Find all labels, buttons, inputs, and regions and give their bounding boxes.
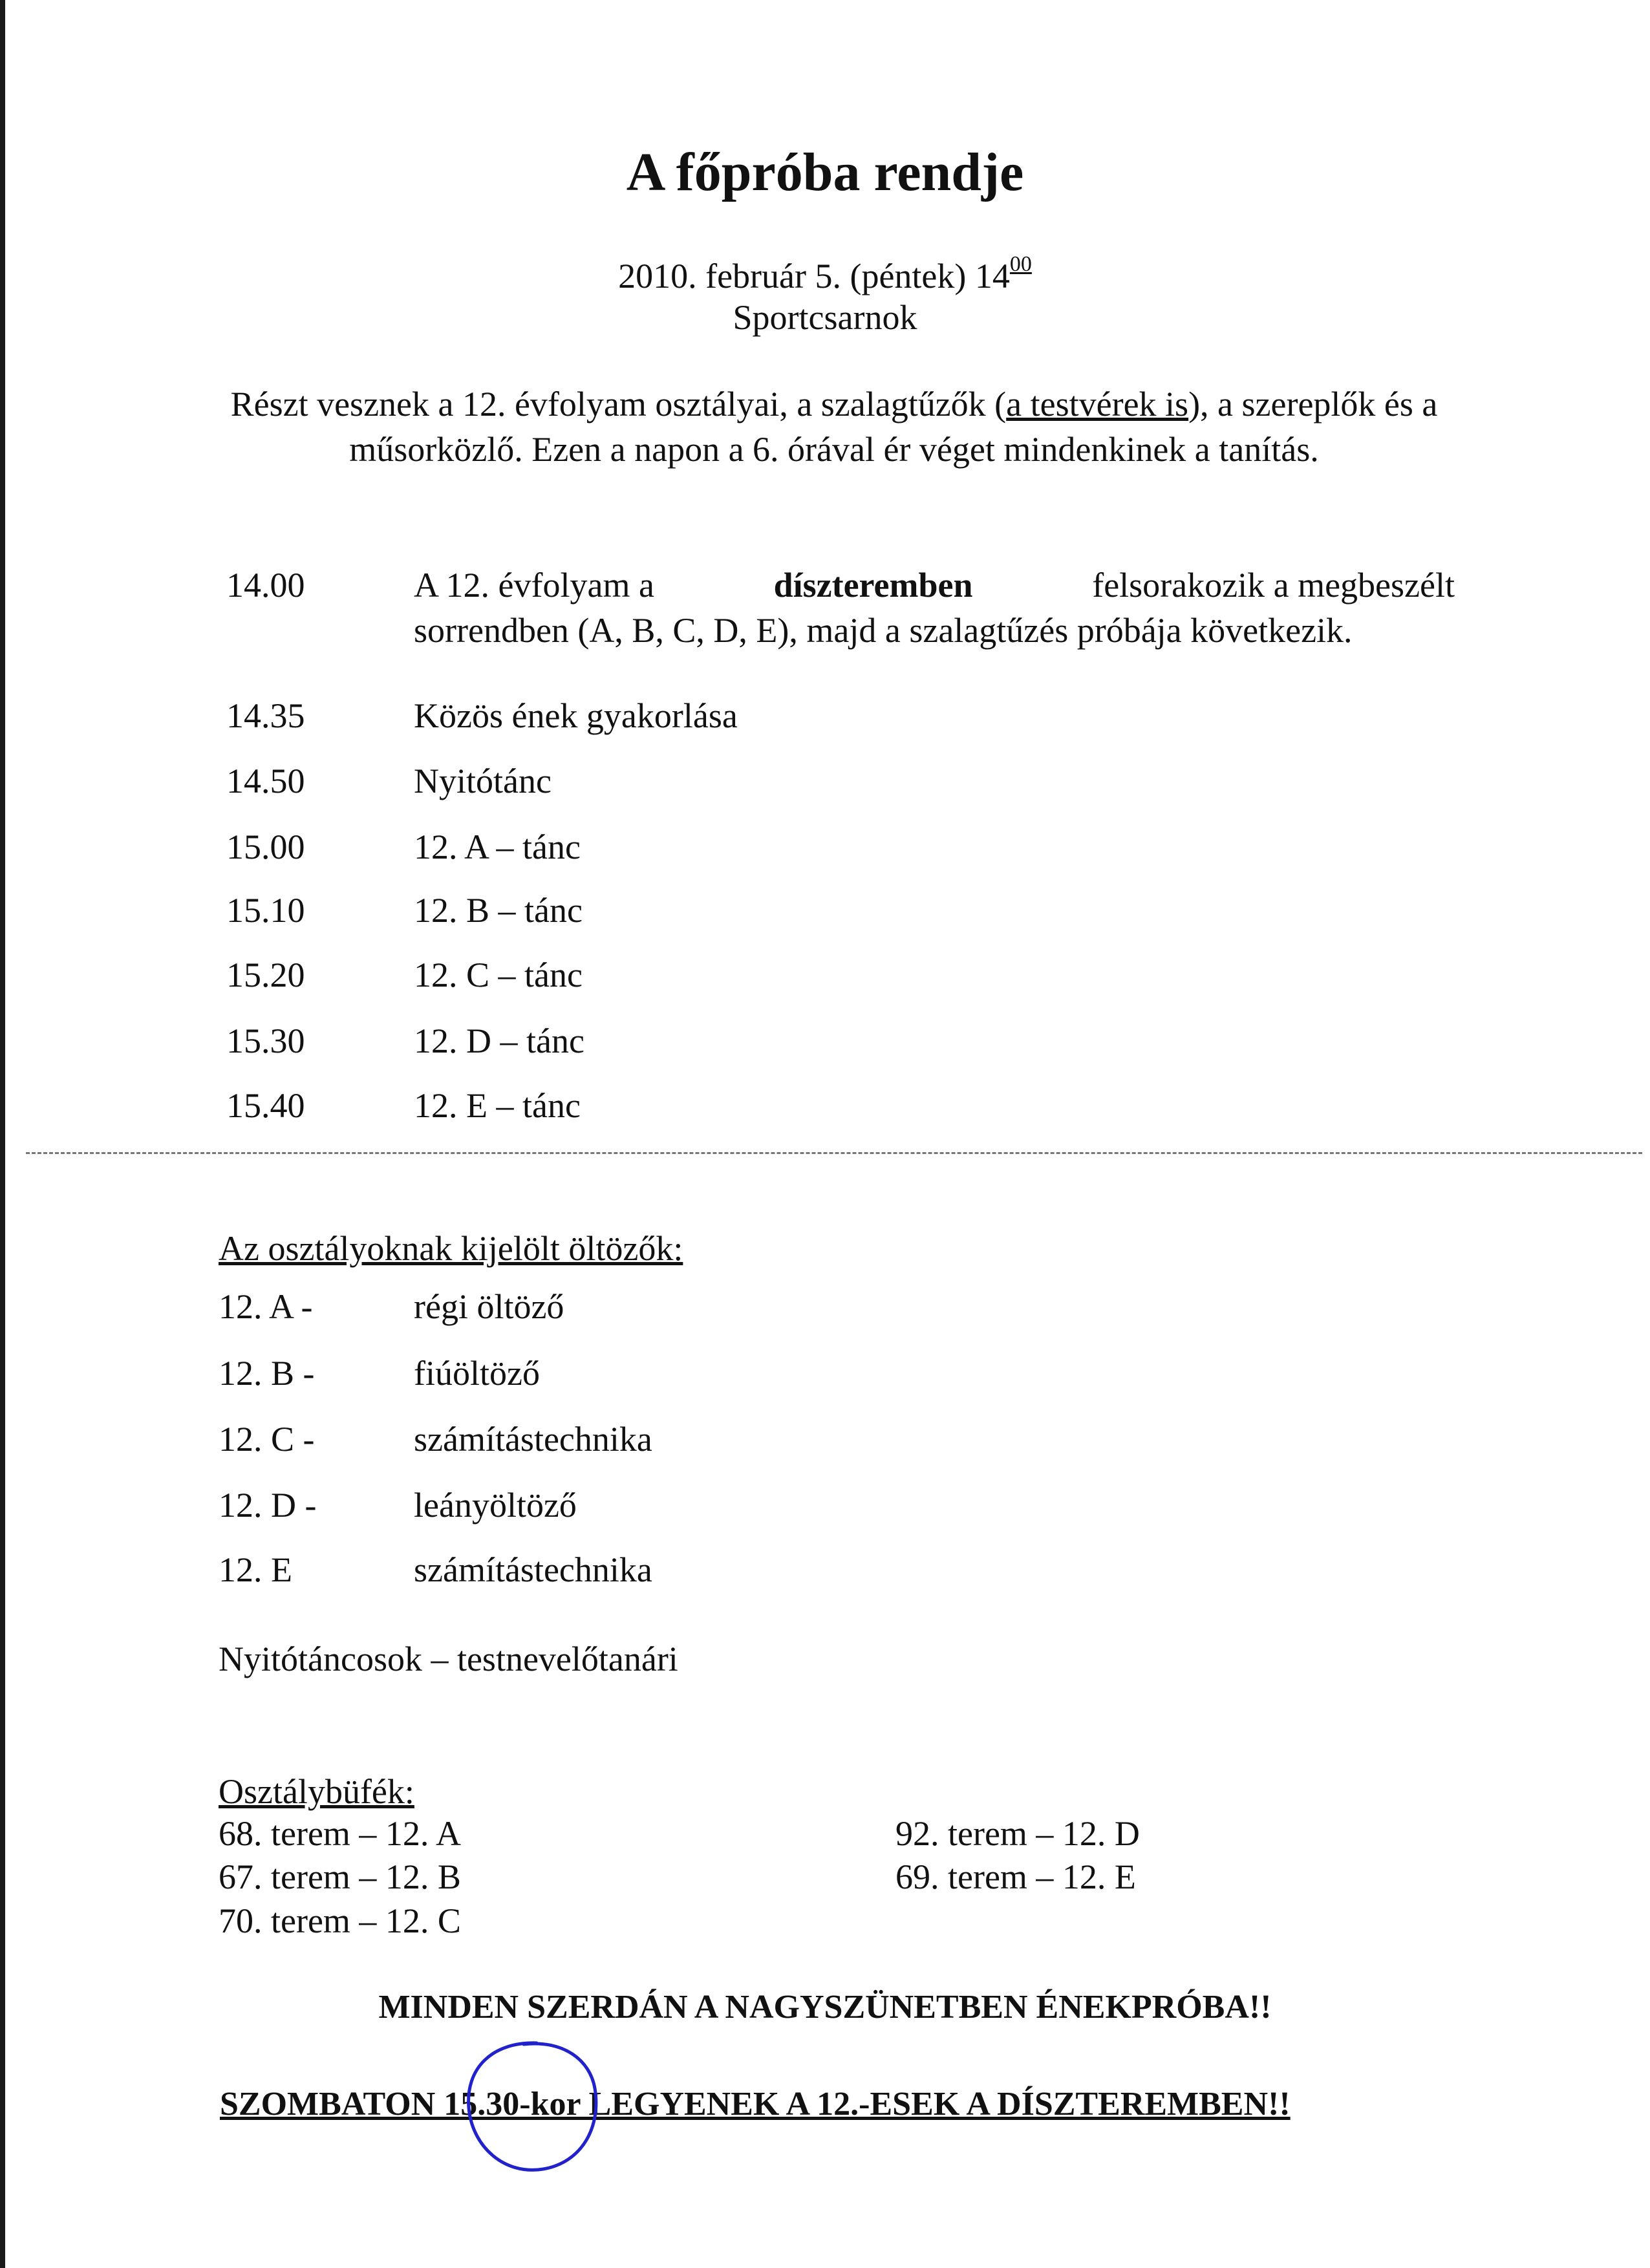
dressing-room-class: 12. E <box>219 1550 292 1589</box>
dressing-room-class: 12. C - <box>219 1420 315 1459</box>
schedule-time: 15.40 <box>226 1086 305 1125</box>
intro-paragraph <box>213 381 1455 472</box>
notice-saturday: SZOMBATON 15.30-kor LEGYENEK A 12.-ESEK A DÍSZTEREMBEN!! <box>220 2086 1291 2123</box>
buffet-item: 70. terem – 12. C <box>219 1901 461 1940</box>
intro-part2: ), a szereplők és a műsorközlő. Ezen a napon a 6. órával ér véget mindenkinek a tanítás. <box>349 385 1438 469</box>
schedule-time: 14.35 <box>226 696 305 735</box>
buffet-item: 67. terem – 12. B <box>219 1857 461 1896</box>
dressing-rooms-extra: Nyitótáncosok – testnevelőtanári <box>219 1640 678 1678</box>
event-time-superscript: 00 <box>1009 252 1032 276</box>
schedule-desc: Közös ének gyakorlása <box>414 696 738 735</box>
page-title: A főpróba rendje <box>626 142 1024 202</box>
fold-line <box>26 1152 1642 1154</box>
scan-edge <box>0 0 5 2268</box>
intro-part1: Részt vesznek a 12. évfolyam osztályai, a szalagtűzők ( <box>230 385 1007 423</box>
schedule-time: 15.10 <box>226 891 305 930</box>
dressing-room-name: régi öltöző <box>414 1287 564 1326</box>
dressing-room-name: fiúöltöző <box>414 1354 540 1393</box>
desc-line1-pre: A 12. évfolyam a <box>414 566 654 604</box>
schedule-time: 15.30 <box>226 1022 305 1060</box>
buffet-item: 68. terem – 12. A <box>219 1814 461 1853</box>
buffet-item: 92. terem – 12. D <box>895 1814 1140 1853</box>
event-date-text: 2010. február 5. (péntek) 14 <box>618 257 1010 295</box>
schedule-desc: 12. C – tánc <box>414 956 583 994</box>
notice-singing-rehearsal: MINDEN SZERDÁN A NAGYSZÜNETBEN ÉNEKPRÓBA!! <box>378 1989 1272 2026</box>
schedule-desc: 12. E – tánc <box>414 1086 581 1125</box>
event-venue: Sportcsarnok <box>733 298 917 337</box>
schedule-desc: 12. D – tánc <box>414 1022 584 1060</box>
dressing-rooms-heading: Az osztályoknak kijelölt öltözők: <box>219 1229 683 1268</box>
dressing-room-name: számítástechnika <box>414 1420 652 1459</box>
schedule-desc-line1 <box>414 562 1455 608</box>
schedule-desc <box>414 562 1455 653</box>
dressing-room-name: számítástechnika <box>414 1550 652 1589</box>
schedule-time: 15.00 <box>226 828 305 866</box>
intro-underlined: a testvérek is <box>1006 385 1189 423</box>
schedule-time: 15.20 <box>226 956 305 994</box>
schedule-time: 14.50 <box>226 762 305 800</box>
desc-line1-post: felsorakozik a megbeszélt <box>1092 566 1455 604</box>
hand-drawn-circle <box>453 2030 621 2185</box>
dressing-room-class: 12. D - <box>219 1486 317 1524</box>
dressing-room-class: 12. A - <box>219 1287 313 1326</box>
event-date <box>0 252 1650 296</box>
desc-line1-bold: díszteremben <box>773 566 973 604</box>
schedule-desc: 12. A – tánc <box>414 828 581 866</box>
schedule-desc: 12. B – tánc <box>414 891 583 930</box>
schedule-time: 14.00 <box>226 566 305 604</box>
dressing-room-name: leányöltöző <box>414 1486 577 1524</box>
schedule-desc: Nyitótánc <box>414 762 552 800</box>
buffet-item: 69. terem – 12. E <box>895 1857 1136 1896</box>
buffets-heading: Osztálybüfék: <box>219 1772 414 1811</box>
hand-drawn-circle-stroke <box>469 2043 596 2170</box>
schedule-desc-line2: sorrendben (A, B, C, D, E), majd a szalagtűzés próbája következik. <box>414 611 1353 650</box>
dressing-room-class: 12. B - <box>219 1354 315 1393</box>
